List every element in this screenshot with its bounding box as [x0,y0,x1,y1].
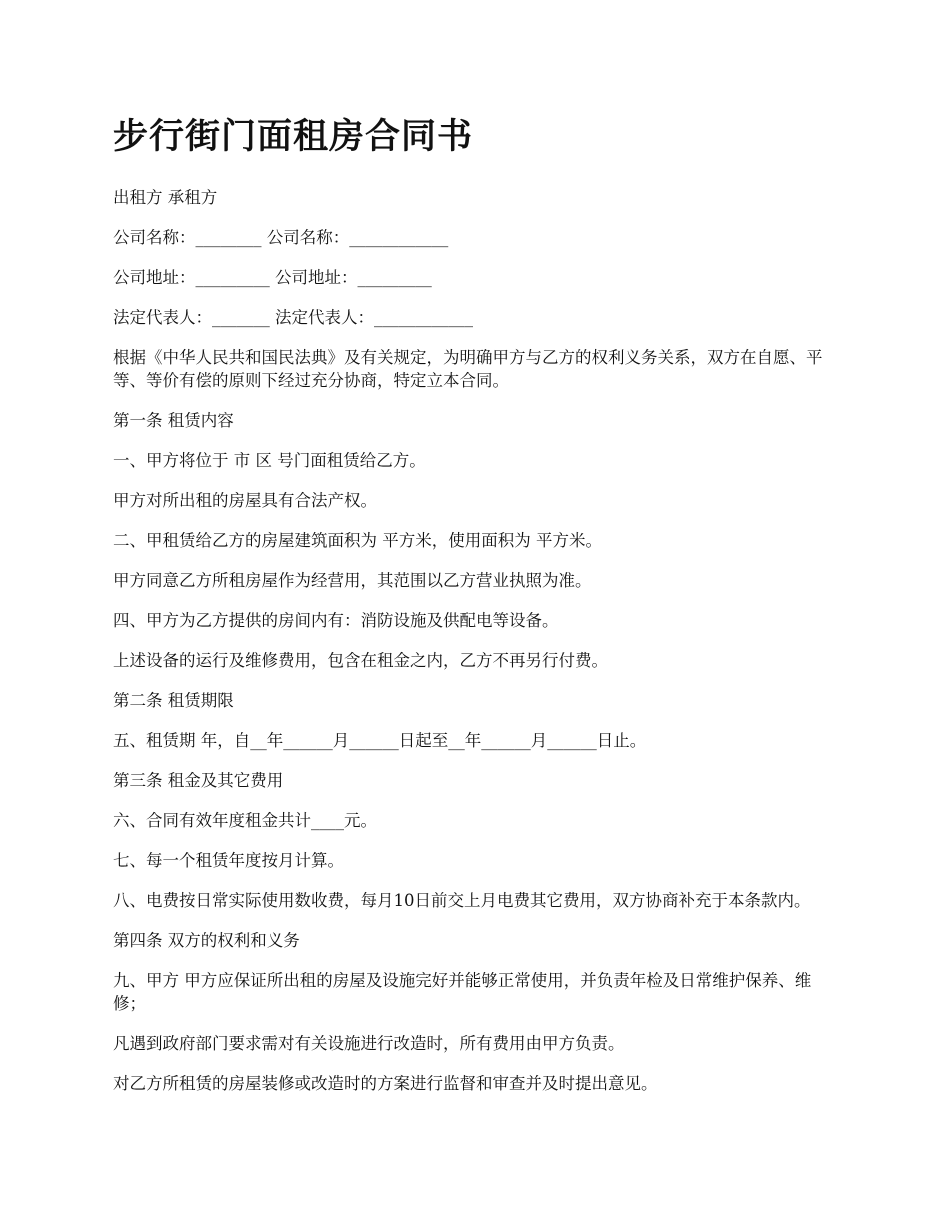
clause-paragraph: 甲方对所出租的房屋具有合法产权。 [113,491,377,510]
preamble-paragraph: 根据《中华人民共和国民法典》及有关规定，为明确甲方与乙方的权利义务关系，双方在自愿、平等、等价有偿的原则下经过充分协商，特定立本合同。 [113,348,823,390]
company-address-line: 公司地址：_________ 公司地址：_________ [113,268,432,287]
clause-paragraph: 九、甲方 甲方应保证所出租的房屋及设施完好并能够正常使用，并负责年检及日常维护保养、维修； [113,971,812,1013]
document-title: 步行街门面租房合同书 [113,117,474,157]
clause-paragraph: 五、租赁期 年，自__年______月______日起至__年______月______日止。 [113,731,647,750]
clause-paragraph: 一、甲方将位于 市 区 号门面租赁给乙方。 [113,451,426,470]
clause-paragraph: 凡遇到政府部门要求需对有关设施进行改造时，所有费用由甲方负责。 [113,1034,625,1053]
clause-paragraph: 上述设备的运行及维修费用，包含在租金之内，乙方不再另行付费。 [113,651,608,670]
clause-paragraph: 八、电费按日常实际使用数收费，每月10日前交上月电费其它费用，双方协商补充于本条款内。 [113,891,811,910]
clause-paragraph: 六、合同有效年度租金共计____元。 [113,811,377,830]
clause-paragraph: 甲方同意乙方所租房屋作为经营用，其范围以乙方营业执照为准。 [113,571,592,590]
company-name-line: 公司名称：________ 公司名称：____________ [113,228,449,247]
clause-paragraph: 七、每一个租赁年度按月计算。 [113,851,344,870]
clause-paragraph: 四、甲方为乙方提供的房间内有：消防设施及供配电等设备。 [113,611,559,630]
article-heading: 第一条 租赁内容 [113,411,234,430]
clause-paragraph: 二、甲租赁给乙方的房屋建筑面积为 平方米，使用面积为 平方米。 [113,531,602,550]
legal-representative-line: 法定代表人：_______ 法定代表人：____________ [113,308,473,327]
clause-paragraph: 对乙方所租赁的房屋装修或改造时的方案进行监督和审查并及时提出意见。 [113,1074,658,1093]
article-heading: 第二条 租赁期限 [113,691,234,710]
article-heading: 第四条 双方的权利和义务 [113,931,300,950]
parties-line: 出租方 承租方 [113,188,218,207]
document-page [113,112,843,1112]
article-heading: 第三条 租金及其它费用 [113,771,284,790]
